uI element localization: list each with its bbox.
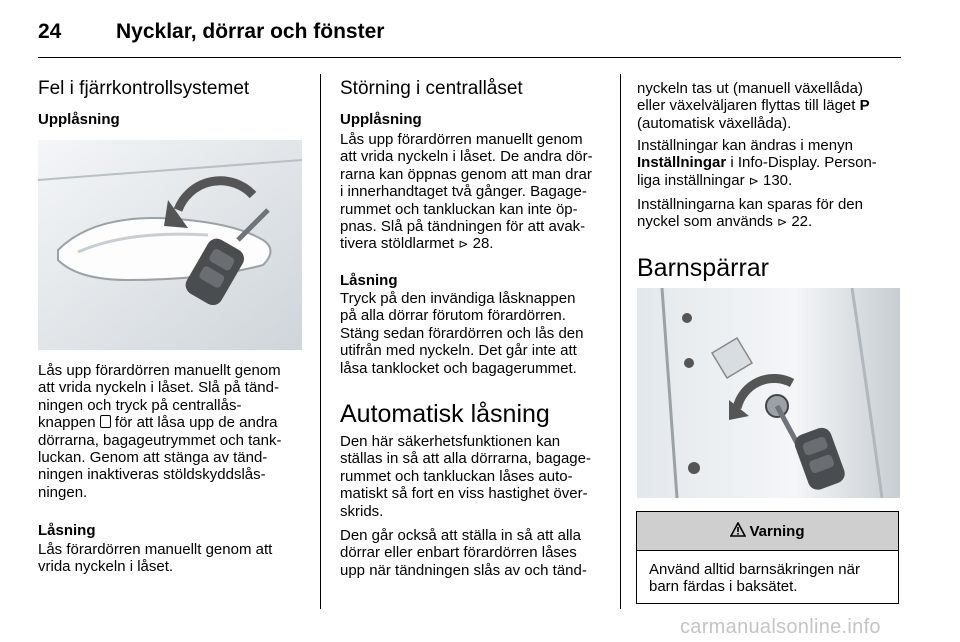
page-ref-link[interactable]: 130. (762, 171, 793, 189)
column-divider (320, 74, 321, 609)
subheading-lock: Låsning (340, 272, 398, 289)
text-line: Den här säkerhetsfunktionen kan (340, 433, 561, 450)
page-ref-arrow-icon: ⊳ (777, 215, 788, 230)
text-line: ningen och tryck på centrallås- (38, 396, 242, 414)
text-line: nyckeln tas ut (manuell växellåda) (637, 80, 863, 97)
warning-text (637, 551, 898, 606)
text-line: nyckel som används ⊳ 22. (637, 213, 813, 231)
watermark: carmanualsonline.info (680, 616, 881, 638)
subheading-lock: Låsning (38, 522, 96, 539)
text-line: dörrarna, bagageutrymmet och tank- (38, 431, 282, 449)
page-ref-arrow-icon: ⊳ (458, 237, 469, 252)
text-line: Stäng sedan förardörren och lås den (340, 324, 584, 342)
page-ref-link[interactable]: 22. (791, 213, 813, 231)
section-heading-child-locks: Barnspärrar (637, 254, 769, 282)
text-line: att vrida nyckeln i låset. Slå på tänd- (38, 379, 279, 397)
subheading-unlock: Upplåsning (340, 111, 422, 128)
page-ref-link[interactable]: 28. (472, 235, 494, 253)
text-line: (automatisk växellåda). (637, 114, 792, 132)
warning-box (636, 511, 899, 604)
warning-header (637, 512, 898, 551)
text-line: liga inställningar ⊳ 130. (637, 171, 793, 189)
child-lock-illustration (637, 288, 900, 498)
text-line: luckan. Genom att stänga av tänd- (38, 449, 268, 467)
header-rule (38, 57, 901, 58)
section-heading-central-lock-fault: Störning i centrallåset (340, 78, 523, 99)
subheading-unlock: Upplåsning (38, 111, 120, 128)
lock-button-icon (100, 415, 111, 428)
text-line: rummet och tankluckan kan inte öp- (340, 200, 578, 218)
text-line: Tryck på den invändiga låsknappen (340, 290, 576, 307)
text-line: låsa tanklocket och bagagerummet. (340, 359, 577, 377)
text-line: dörrar eller enbart förardörren låses (340, 544, 577, 562)
door-handle-illustration (38, 140, 302, 350)
text-line: ningen inaktiveras stöldskyddslås- (38, 466, 266, 484)
text-line: Lås upp förardörren manuellt genom (38, 362, 281, 379)
text-line: i innerhandtaget två gånger. Bagage- (340, 183, 587, 201)
warning-triangle-icon (730, 522, 746, 541)
child-lock-key-image (637, 288, 900, 498)
key-settings-paragraph (637, 196, 902, 232)
text-line: barn färdas i baksätet. (649, 578, 798, 596)
text-line: Lås förardörren manuellt genom att (38, 541, 273, 558)
unlock-paragraph (38, 362, 308, 501)
settings-paragraph (637, 137, 902, 190)
warning-title: Varning (749, 522, 805, 540)
lock-paragraph (38, 541, 308, 576)
text-line: att vrida nyckeln i låset. De andra dör- (340, 148, 593, 166)
text-line: Den går också att ställa in så att alla (340, 527, 581, 544)
text-line: Använd alltid barnsäkringen när (649, 561, 860, 578)
text-line: pnas. Slå på tändningen för att avak- (340, 218, 586, 236)
text-line: rarna kan öppnas genom att man drar (340, 165, 592, 183)
section-heading-remote-fault: Fel i fjärrkontrollsystemet (38, 78, 250, 99)
text-line: Lås upp förardörren manuellt genom (340, 131, 583, 148)
text-line: utifrån med nyckeln. Det går inte att (340, 342, 577, 360)
text-line: knappen för att låsa upp de andra (38, 414, 278, 432)
text-line: Inställningar kan ändras i menyn (637, 137, 853, 154)
page-ref-arrow-icon: ⊳ (748, 173, 759, 188)
text-line: rummet och tankluckan låses auto- (340, 467, 573, 485)
auto-lock-paragraph (340, 433, 615, 520)
text-line: Inställningarna kan sparas för den (637, 196, 863, 213)
text-line: ställas in så att alla dörrarna, bagage- (340, 450, 591, 468)
text-line: matiskt så fort en viss hastighet över- (340, 485, 588, 503)
text-line: ningen. (38, 483, 88, 501)
text-line: vrida nyckeln i låset. (38, 558, 174, 576)
text-line: tivera stöldlarmet ⊳ 28. (340, 235, 494, 253)
door-handle-key-image (38, 140, 302, 350)
auto-unlock-paragraph (340, 527, 615, 579)
page-title: Nycklar, dörrar och fönster (116, 20, 385, 43)
unlock-paragraph (340, 131, 615, 254)
section-heading-automatic-locking: Automatisk låsning (340, 400, 550, 428)
text-line: upp när tändningen slås av och tänd- (340, 561, 587, 579)
text-line: Inställningar i Info-Display. Person- (637, 154, 877, 172)
text-line: skrids. (340, 502, 384, 520)
continued-paragraph (637, 80, 902, 132)
lock-paragraph (340, 290, 615, 377)
text-line: eller växelväljaren flyttas till läget P (637, 97, 870, 115)
text-line: på alla dörrar förutom förardörren. (340, 307, 566, 325)
page-number: 24 (38, 20, 62, 43)
column-divider (620, 74, 621, 609)
